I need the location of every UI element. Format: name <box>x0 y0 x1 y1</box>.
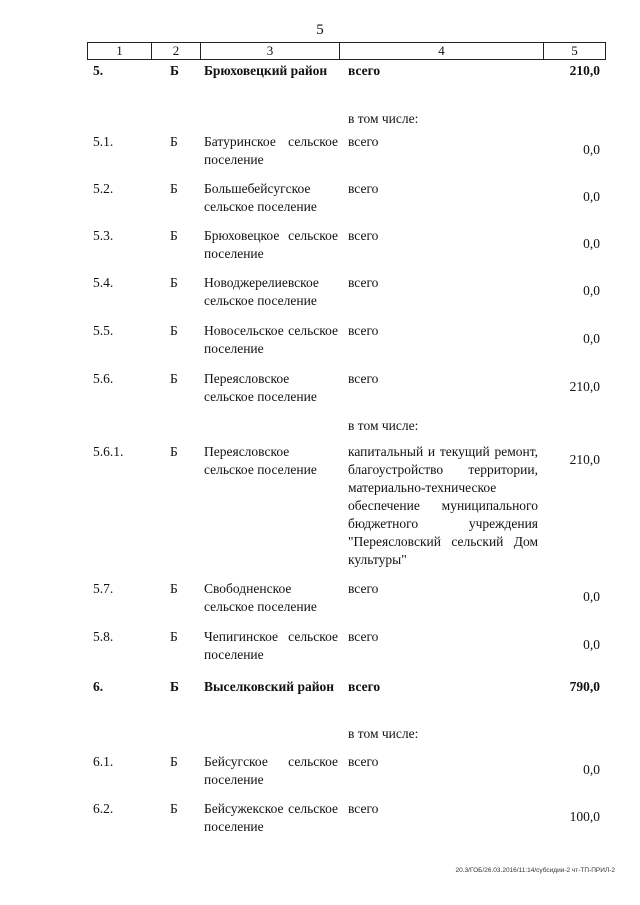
row-description: всего <box>348 629 379 644</box>
row-type: Б <box>170 801 178 816</box>
row-type: Б <box>170 134 178 149</box>
header-col-3: 3 <box>200 42 340 60</box>
row-description: всего <box>348 371 379 386</box>
row-name: Большебейсугское сельское поселение <box>204 181 317 214</box>
header-col-5: 5 <box>543 42 606 60</box>
row-value: 0,0 <box>583 762 600 777</box>
row-value: 210,0 <box>569 379 600 394</box>
row-type: Б <box>170 228 178 243</box>
row-value: 210,0 <box>569 452 600 467</box>
row-type: Б <box>170 371 178 386</box>
row-description: всего <box>348 323 379 338</box>
subheader-label: в том числе: <box>348 418 419 433</box>
row-number: 5.3. <box>93 228 114 243</box>
row-value: 0,0 <box>583 189 600 204</box>
row-description: капитальный и текущий ремонт, благоустройство территории, материально-техническое обеспечение муниципального бюджетного учреждения "Переясловский сельский Дом культуры" <box>348 444 538 567</box>
row-name: Бейсужекское сельское поселение <box>204 801 338 834</box>
row-value: 0,0 <box>583 142 600 157</box>
row-number: 5.6. <box>93 371 114 386</box>
header-col-4: 4 <box>339 42 544 60</box>
row-number: 6. <box>93 679 104 694</box>
row-type: Б <box>170 181 178 196</box>
footer-code: 20.3/ГОБ/26.03.2016/11:14/субсидии-2 чт-ТП-ПРИЛ-2 <box>455 867 615 874</box>
row-value: 100,0 <box>569 809 600 824</box>
row-type: Б <box>170 629 178 644</box>
row-name: Брюховецкий район <box>204 63 328 78</box>
row-number: 6.1. <box>93 754 114 769</box>
row-type: Б <box>170 581 178 596</box>
row-name: Бейсугское сельское поселение <box>204 754 338 787</box>
page-number: 5 <box>316 22 324 38</box>
row-type: Б <box>170 754 178 769</box>
row-description: всего <box>348 275 379 290</box>
subheader-label: в том числе: <box>348 726 419 741</box>
row-name: Новоджерелиевское сельское поселение <box>204 275 319 308</box>
row-type: Б <box>170 323 178 338</box>
row-number: 5. <box>93 63 104 78</box>
row-name: Свободненское сельское поселение <box>204 581 317 614</box>
row-description: всего <box>348 181 379 196</box>
header-col-1: 1 <box>87 42 152 60</box>
row-name: Переясловское сельское поселение <box>204 444 317 477</box>
row-type: Б <box>170 444 178 459</box>
header-col-2: 2 <box>151 42 201 60</box>
row-number: 5.4. <box>93 275 114 290</box>
row-number: 5.6.1. <box>93 444 124 459</box>
row-name: Переясловское сельское поселение <box>204 371 317 404</box>
subheader-label: в том числе: <box>348 111 419 126</box>
row-value: 0,0 <box>583 236 600 251</box>
row-description: всего <box>348 754 379 769</box>
row-name: Новосельское сельское поселение <box>204 323 338 356</box>
row-name: Батуринское сельское поселение <box>204 134 338 167</box>
row-value: 790,0 <box>569 679 600 694</box>
row-number: 5.2. <box>93 181 114 196</box>
row-value: 0,0 <box>583 637 600 652</box>
row-description: всего <box>348 63 381 78</box>
row-type: Б <box>170 679 179 694</box>
row-value: 210,0 <box>569 63 600 78</box>
row-type: Б <box>170 275 178 290</box>
row-number: 5.8. <box>93 629 114 644</box>
row-number: 5.7. <box>93 581 114 596</box>
row-type: Б <box>170 63 179 78</box>
row-description: всего <box>348 228 379 243</box>
row-description: всего <box>348 134 379 149</box>
row-description: всего <box>348 679 381 694</box>
row-number: 5.5. <box>93 323 114 338</box>
row-name: Чепигинское сельское поселение <box>204 629 338 662</box>
row-value: 0,0 <box>583 283 600 298</box>
row-number: 5.1. <box>93 134 114 149</box>
row-value: 0,0 <box>583 589 600 604</box>
row-number: 6.2. <box>93 801 114 816</box>
row-description: всего <box>348 801 379 816</box>
row-value: 0,0 <box>583 331 600 346</box>
row-name: Брюховецкое сельское поселение <box>204 228 338 261</box>
row-name: Выселковский район <box>204 679 335 694</box>
row-description: всего <box>348 581 379 596</box>
